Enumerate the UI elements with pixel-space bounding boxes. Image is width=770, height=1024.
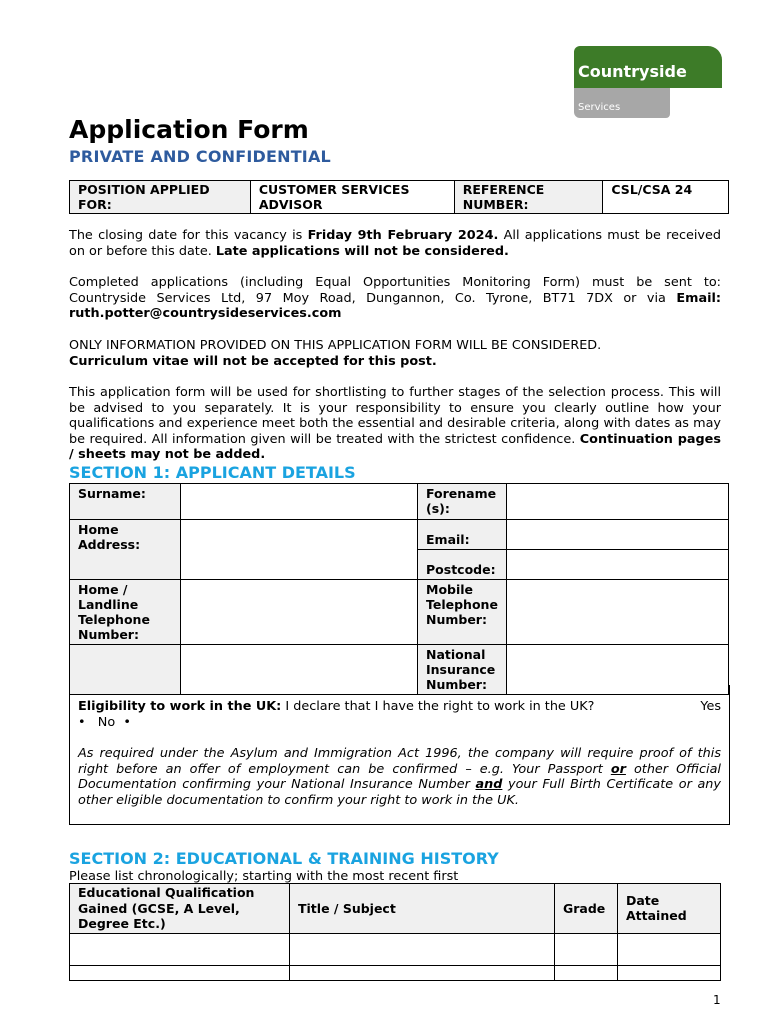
home-telephone-label: Home / Landline Telephone Number: (70, 580, 181, 645)
education-table (69, 883, 721, 981)
home-address-field[interactable] (181, 520, 418, 580)
forename-label: Forename (s): (418, 484, 507, 520)
grade-cell[interactable] (555, 933, 618, 965)
mobile-label: Mobile Telephone Number: (418, 580, 507, 645)
postcode-label: Postcode: (418, 550, 507, 580)
yes-option[interactable]: Yes (700, 699, 721, 714)
eligibility-question: I declare that I have the right to work in the UK? (281, 699, 595, 714)
reference-label: REFERENCE NUMBER: (454, 181, 603, 214)
info-paragraph (69, 338, 721, 369)
applicant-details-table (69, 483, 729, 695)
col-grade: Grade (555, 884, 618, 934)
yes-checkbox[interactable]: • (78, 714, 86, 730)
logo-name: Countryside (578, 62, 687, 81)
shortlisting-paragraph (69, 385, 721, 463)
info-text: ONLY INFORMATION PROVIDED ON THIS APPLICATION FORM WILL BE CONSIDERED. (69, 338, 602, 353)
logo-grey-block (574, 88, 670, 118)
closing-date-paragraph (69, 228, 721, 259)
position-label: POSITION APPLIED FOR: (70, 181, 251, 214)
forename-field[interactable] (506, 484, 728, 520)
no-checkbox[interactable]: • (123, 714, 131, 730)
section2-note: Please list chronologically; starting with the most recent first (69, 869, 459, 884)
home-telephone-field[interactable] (181, 580, 418, 645)
submission-text: Completed applications (including Equal Opportunities Monitoring Form) must be sent to: Countryside Services Ltd, 97 Moy Road, Dungannon, Co. Tyrone, BT71 7DX or via (69, 275, 721, 306)
eligibility-options-line (78, 715, 721, 731)
col-date-attained: Date Attained (618, 884, 721, 934)
eligibility-note (78, 746, 721, 808)
page-subtitle: PRIVATE AND CONFIDENTIAL (69, 147, 331, 166)
cv-warning: Curriculum vitae will not be accepted for this post. (69, 353, 437, 369)
section1-heading: SECTION 1: APPLICANT DETAILS (69, 463, 356, 482)
table-row (70, 965, 721, 980)
ni-label: National Insurance Number: (418, 645, 507, 695)
email-field[interactable] (506, 520, 728, 550)
submission-email[interactable]: Email: ruth.potter@countrysideservices.com (69, 290, 721, 321)
col-title-subject: Title / Subject (290, 884, 555, 934)
postcode-field[interactable] (506, 550, 728, 580)
section2-heading: SECTION 2: EDUCATIONAL & TRAINING HISTORY (69, 849, 499, 868)
position-table (69, 180, 729, 214)
eligibility-label: Eligibility to work in the UK: (78, 699, 282, 714)
grade-cell[interactable] (555, 965, 618, 980)
company-logo (574, 46, 722, 118)
logo-green-block (574, 46, 722, 88)
date-cell[interactable] (618, 933, 721, 965)
mobile-field[interactable] (506, 580, 728, 645)
surname-label: Surname: (70, 484, 181, 520)
continuation-warning: Continuation pages / sheets may not be added. (69, 431, 721, 462)
home-address-label: Home Address: (70, 520, 181, 580)
eligibility-box (69, 685, 730, 825)
title-cell[interactable] (290, 965, 555, 980)
eligibility-line (78, 699, 721, 715)
title-cell[interactable] (290, 933, 555, 965)
qualification-cell[interactable] (70, 933, 290, 965)
no-option[interactable]: No (97, 714, 116, 730)
note-or: or (610, 761, 626, 777)
email-label: Email: (418, 520, 507, 550)
note-text-c: your Full Birth Certificate or any other eligible documentation to confirm your right to work in the UK. (78, 777, 721, 808)
reference-value[interactable]: CSL/CSA 24 (603, 181, 729, 214)
page-title: Application Form (69, 115, 309, 144)
page-number: 1 (713, 993, 721, 1007)
table-row (70, 933, 721, 965)
closing-date: Friday 9th February 2024. (307, 228, 499, 243)
qualification-cell[interactable] (70, 965, 290, 980)
note-text-b: other Official Documentation confirming your National Insurance Number (78, 761, 721, 792)
note-text-a: As required under the Asylum and Immigration Act 1996, the company will require proof of this right before an offer of employment can be confirmed – e.g. Your Passport (78, 746, 721, 777)
logo-sub: Services (578, 102, 621, 113)
closing-text-2: All applications must be received on or before this date. (69, 228, 721, 259)
submission-paragraph (69, 275, 721, 322)
date-cell[interactable] (618, 965, 721, 980)
shortlisting-text: This application form will be used for shortlisting to further stages of the selection process. This will be advised to you separately. It is your responsibility to ensure you clearly outline how your qualifications and experience meet both the essential and desirable criteria, along with dates as may be required. All information given will be treated with the strictest confidence. (69, 385, 721, 447)
closing-text: The closing date for this vacancy is (69, 228, 308, 243)
late-warning: Late applications will not be considered. (215, 243, 509, 259)
note-and: and (475, 777, 503, 792)
surname-field[interactable] (181, 484, 418, 520)
col-qualification: Educational Qualification Gained (GCSE, A Level, Degree Etc.) (70, 884, 290, 934)
position-value[interactable]: CUSTOMER SERVICES ADVISOR (250, 181, 454, 214)
